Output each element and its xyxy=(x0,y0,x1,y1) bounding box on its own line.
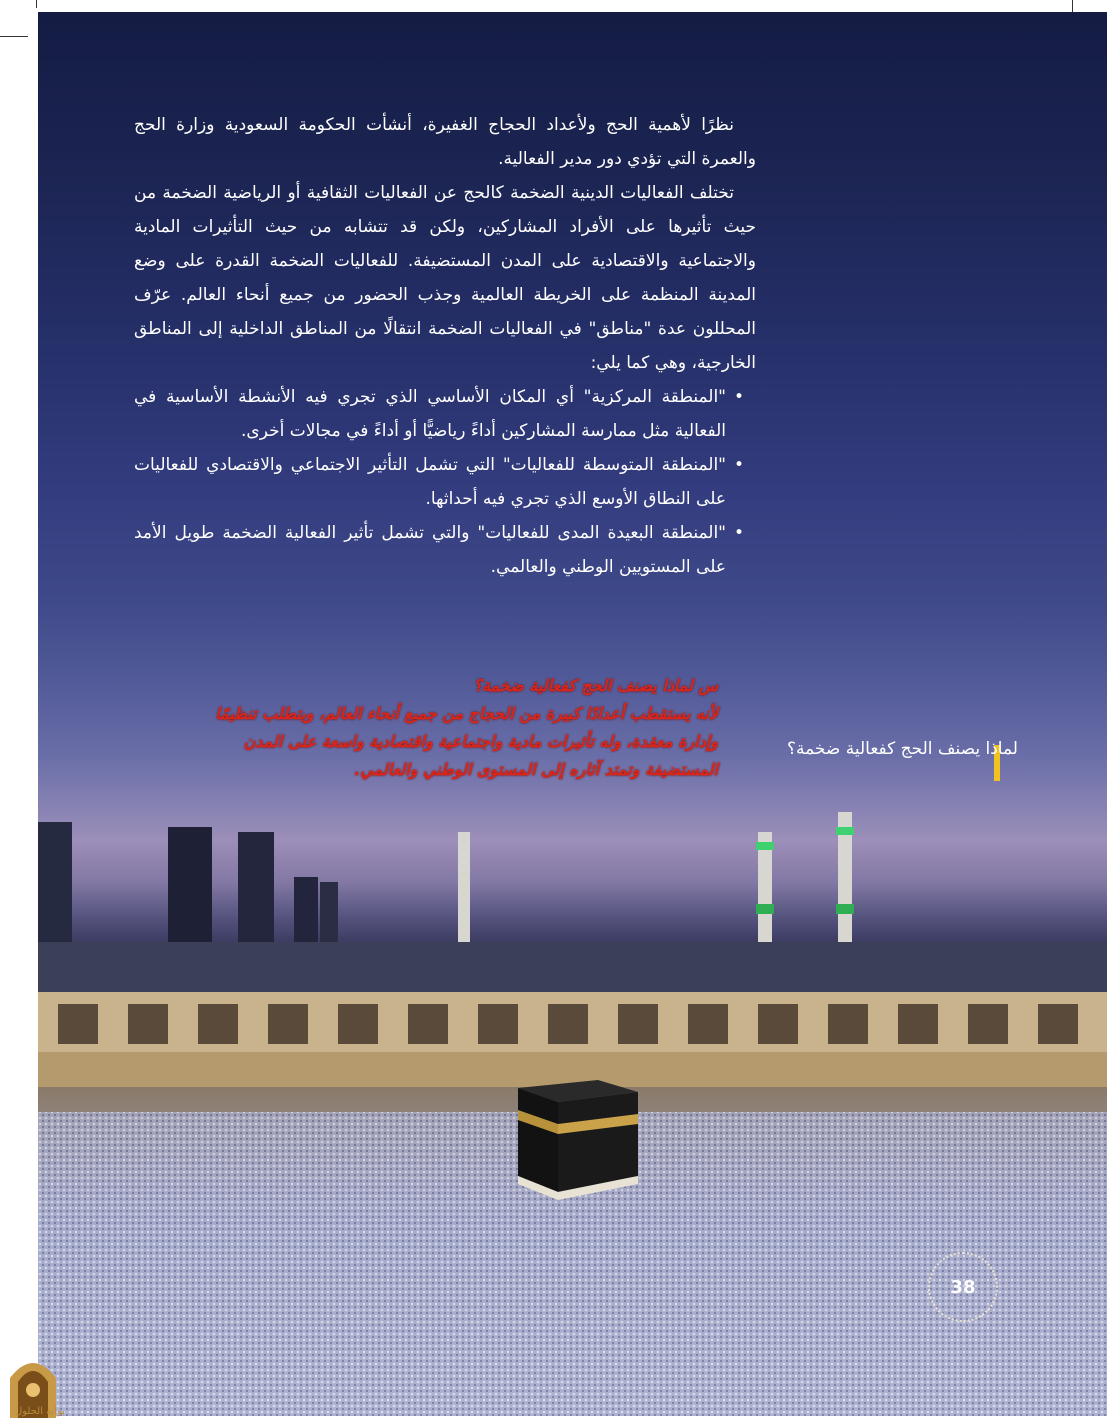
kaaba-photo xyxy=(38,792,1107,1416)
minaret-light xyxy=(756,842,774,850)
kaaba-side xyxy=(558,1092,638,1192)
crop-mark-top-left-vertical xyxy=(36,0,37,8)
site-logo-text: بوابة الحلول xyxy=(14,1406,66,1417)
answer-line: المستضيفة وتمتد آثاره إلى المستوى الوطني والعالمي. xyxy=(354,760,718,779)
textbook-page xyxy=(38,12,1107,1416)
answer-line: وإدارة معقدة، وله تأثيرات مادية واجتماعية واقتصادية واسعة على المدن xyxy=(243,732,718,751)
paragraph-mega-events: تختلف الفعاليات الدينية الضخمة كالحج عن الفعاليات الثقافية أو الرياضية الضخمة من حيث تأثيرها على الأفراد المشاركين، ولكن قد تتشابه من حيث التأثيرات المادية والاجتماعية والاقتصادية على المدن المستضيفة. للفعاليات الضخمة القدرة على وضع المدينة المنظمة على الخريطة العالمية وجذب الحضور من جميع أنحاء العالم. عرّف المحللون عدة "مناطق" في الفعاليات الضخمة انتقالًا من المناطق الداخلية إلى المناطق الخارجية، وهي كما يلي: xyxy=(134,183,756,373)
arches xyxy=(58,1004,1078,1044)
minaret-light xyxy=(836,904,854,914)
minaret-light xyxy=(836,827,854,835)
question-prompt: لماذا يصنف الحج كفعالية ضخمة؟ xyxy=(786,739,1018,759)
kaaba-front xyxy=(518,1088,558,1192)
list-item: • "المنطقة المتوسطة للفعاليات" التي تشمل التأثير الاجتماعي والاقتصادي للفعاليات على النطاق الأوسع الذي تجري فيه أحداثها. xyxy=(134,448,742,516)
minaret-light xyxy=(756,904,774,914)
page-number: 38 xyxy=(928,1252,998,1322)
paragraph-ministry: نظرًا لأهمية الحج ولأعداد الحجاج الغفيرة، أنشأت الحكومة السعودية وزارة الحج والعمرة التي تؤدي دور مدير الفعالية. xyxy=(134,115,756,169)
handwritten-answer xyxy=(158,672,718,784)
list-item: • "المنطقة البعيدة المدى للفعاليات" والتي تشمل تأثير الفعالية الضخمة طويل الأمد على المستويين الوطني والعالمي. xyxy=(134,516,742,584)
body-text xyxy=(134,108,756,584)
answer-line: س لماذا يصنف الحج كفعالية ضخمة؟ xyxy=(473,676,718,695)
minaret xyxy=(458,832,470,942)
zones-list xyxy=(134,380,756,584)
answer-line: لأنه يستقطب أعدادًا كبيرة من الحجاج من جميع أنحاء العالم، ويتطلب تنظيمًا xyxy=(215,704,718,723)
list-item: • "المنطقة المركزية" أي المكان الأساسي الذي تجري فيه الأنشطة الأساسية في الفعالية مثل ممارسة المشاركين أداءً رياضيًّا أو أداءً في مجالات أخرى. xyxy=(134,380,742,448)
crop-mark-top-left xyxy=(0,36,28,37)
